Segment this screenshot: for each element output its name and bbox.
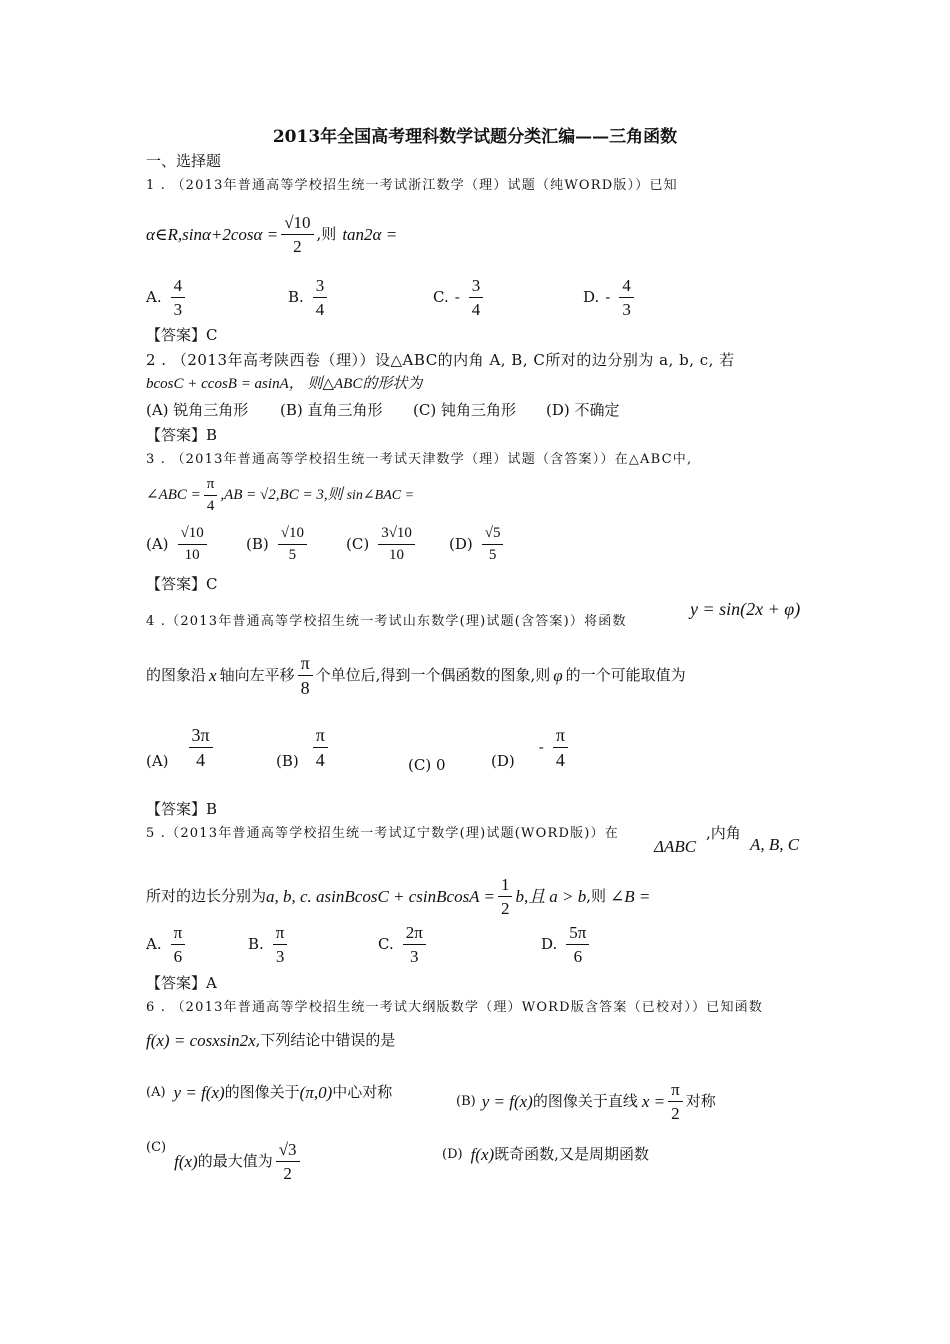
q3-stem <box>146 477 414 515</box>
option-label: A. <box>146 935 162 954</box>
q1-answer: 【答案】C <box>146 326 218 344</box>
q4-stem-part3: 个单位后,得到一个偶函数的图象,则 <box>315 666 551 685</box>
option-label: (D) <box>491 752 515 771</box>
fraction-numerator: π <box>171 924 186 945</box>
fraction-numerator: √3 <box>276 1141 300 1162</box>
q1-option-c <box>433 277 486 319</box>
page-title: 2013年全国高考理科数学试题分类汇编——三角函数 <box>272 127 678 147</box>
q2-option-d: (D) 不确定 <box>546 401 620 419</box>
fraction-denominator: 10 <box>389 546 405 563</box>
q6-stem <box>146 1032 395 1049</box>
q4-option-a <box>146 726 216 770</box>
fraction-denominator: 3 <box>622 299 631 319</box>
q5-triangle: ΔABC <box>654 837 697 856</box>
option-text: 的最大值为 <box>197 1152 273 1171</box>
fraction-denominator: 2 <box>500 898 510 918</box>
q4-stem-part2: 轴向左平移 <box>219 666 295 685</box>
q3-stem-sides: ,AB = √2,BC = 3,则 <box>220 487 343 504</box>
q6-function: f(x) = cosxsin2x <box>146 1031 256 1050</box>
fraction-denominator: 2 <box>293 236 302 256</box>
option-fraction <box>171 277 186 319</box>
option-fraction <box>403 924 426 966</box>
q6-source: 6 . （2013年普通高等学校招生统一考试大纲版数学（理）WORD版含答案（已校对））已知函数 <box>146 1000 764 1015</box>
q5-option-a <box>146 924 188 966</box>
fraction-numerator: 3π <box>189 726 213 748</box>
fraction-denominator: 2 <box>283 1163 292 1183</box>
option-fraction <box>469 277 484 319</box>
q1-option-b <box>288 277 330 319</box>
fraction-denominator: 5 <box>488 546 497 563</box>
fraction-numerator: 3 <box>469 277 484 298</box>
option-fraction <box>273 924 288 966</box>
q6-option-a <box>146 1084 392 1101</box>
q4-stem-phi: φ <box>553 666 563 686</box>
q3-option-b <box>246 526 310 564</box>
q4-stem-part1: 的图象沿 <box>146 666 207 685</box>
fraction-denominator: 10 <box>184 546 200 563</box>
q5-stem-equation: a, b, c. asinBcosC + csinBcosA = <box>266 887 495 907</box>
q3-answer: 【答案】C <box>146 575 218 593</box>
option-label: C. <box>378 935 394 954</box>
q3-option-c <box>346 526 418 564</box>
option-math: y = f(x) <box>481 1092 533 1112</box>
q3-stem-fraction <box>204 477 218 515</box>
option-label: (A) <box>146 1085 166 1100</box>
option-math: f(x) <box>174 1152 198 1172</box>
q1-source: 1 . （2013年普通高等学校招生统一考试浙江数学（理）试题（纯WORD版））已知 <box>146 178 678 193</box>
q1-stem-expr: α∈R,sinα+2cosα = <box>146 225 279 245</box>
q4-stem <box>146 654 686 698</box>
option-fraction <box>189 726 213 770</box>
q6-option-d <box>442 1146 649 1163</box>
q5-half-fraction <box>498 876 513 918</box>
q5-option-d <box>541 924 592 966</box>
fraction-numerator: 1 <box>498 876 513 897</box>
option-fraction <box>482 526 504 564</box>
option-fraction <box>313 277 328 319</box>
q5-stem <box>146 876 650 918</box>
option-math: f(x) <box>470 1145 495 1164</box>
q1-option-d <box>583 277 637 319</box>
option-label: D. <box>541 935 558 954</box>
q4-option-b <box>276 726 331 770</box>
fraction-denominator: 4 <box>196 749 206 770</box>
option-label: (C) <box>146 1140 167 1155</box>
option-label: (A) <box>146 535 169 554</box>
fraction-numerator: 3√10 <box>378 526 415 545</box>
q1-option-a <box>146 277 188 319</box>
fraction-denominator: 3 <box>173 299 183 319</box>
option-text: 既奇函数,又是周期函数 <box>494 1145 649 1163</box>
q4-stem-x: x <box>209 666 217 686</box>
fraction-numerator: 3 <box>313 277 328 298</box>
option-label: B. <box>248 935 264 954</box>
q5-stem-condition: a > b <box>549 887 587 907</box>
fraction-numerator: 4 <box>171 277 186 298</box>
fraction-numerator: √5 <box>482 526 504 545</box>
option-fraction <box>378 526 415 564</box>
fraction-numerator: π <box>298 654 313 676</box>
option-label: (A) <box>146 752 169 771</box>
fraction-numerator: 5π <box>566 924 589 945</box>
q4-stem-part4: 的一个可能取值为 <box>565 666 686 685</box>
fraction-numerator: √10 <box>281 214 313 235</box>
fraction-denominator: 6 <box>173 946 183 966</box>
fraction-numerator: π <box>273 924 288 945</box>
option-tail: 对称 <box>685 1092 716 1111</box>
q3-option-d <box>449 526 506 564</box>
option-label: A. <box>146 288 162 307</box>
fraction-denominator: 3 <box>275 946 285 966</box>
q1-stem-target: tan2α = <box>342 225 398 245</box>
option-math: y = f(x) <box>173 1083 225 1102</box>
fraction-numerator: 2π <box>403 924 426 945</box>
fraction-numerator: √10 <box>278 526 307 545</box>
q5-stem-target: ∠B = <box>610 887 651 907</box>
q5-option-c <box>378 924 429 966</box>
option-tail: 中心对称 <box>332 1083 393 1101</box>
q5-stem-part3: ,则 <box>586 887 606 906</box>
fraction-denominator: 5 <box>288 546 297 563</box>
option-fraction <box>619 277 634 319</box>
q2-line2: bcosC + ccosB = asinA， 则△ABC的形状为 <box>146 376 423 392</box>
option-label: C. <box>433 288 449 307</box>
fraction-denominator: 4 <box>206 497 215 514</box>
fraction-denominator: 4 <box>315 299 325 319</box>
option-label: (D) <box>449 535 473 554</box>
fraction-denominator: 2 <box>671 1103 680 1123</box>
q1-stem <box>146 214 397 256</box>
q3-stem-angle: ∠ABC = <box>146 487 201 504</box>
q3-source: 3 . （2013年普通高等学校招生统一考试天津数学（理）试题（含答案））在△ABC中, <box>146 452 693 467</box>
q5-vertices: A, B, C <box>750 835 800 854</box>
q2-option-c: (C) 钝角三角形 <box>413 401 516 419</box>
q4-option-d <box>491 726 571 770</box>
option-fraction <box>178 526 207 564</box>
q6-option-b <box>456 1081 716 1123</box>
q5-stem-part1: 所对的边长分别为 <box>146 887 267 906</box>
q2-option-a: (A) 锐角三角形 <box>146 401 249 419</box>
q4-shift-fraction <box>298 654 313 698</box>
option-label: (B) <box>246 535 269 554</box>
fraction-numerator: π <box>553 726 568 748</box>
option-point: (π,0) <box>299 1083 333 1102</box>
option-label: (B) <box>456 1094 476 1110</box>
option-sign: - <box>538 738 544 757</box>
q2-option-b: (B) 直角三角形 <box>280 401 383 419</box>
q1-stem-fraction <box>281 214 313 256</box>
q2-answer: 【答案】B <box>146 426 218 444</box>
option-fraction <box>171 924 186 966</box>
option-label: D. <box>583 288 600 307</box>
fraction-denominator: 8 <box>300 677 310 698</box>
q5-option-b <box>248 924 290 966</box>
option-label: (C) <box>346 535 370 554</box>
option-fraction <box>668 1081 683 1123</box>
fraction-denominator: 4 <box>471 299 481 319</box>
q3-stem-target: sin∠BAC = <box>346 487 415 503</box>
fraction-denominator: 6 <box>573 946 583 966</box>
fraction-denominator: 4 <box>555 749 565 770</box>
option-label: (D) <box>442 1147 463 1162</box>
q4-answer: 【答案】B <box>146 800 218 818</box>
option-fraction <box>566 924 589 966</box>
fraction-numerator: √10 <box>178 526 207 545</box>
option-label: (B) <box>276 752 299 771</box>
fraction-denominator: 3 <box>410 946 419 966</box>
fraction-numerator: 4 <box>619 277 634 298</box>
q6-stem-tail: ,下列结论中错误的是 <box>255 1031 396 1049</box>
q5-stem-part2: b,且 <box>515 887 546 907</box>
option-sign: - <box>454 288 460 307</box>
option-text: 的图像关于直线 <box>532 1092 638 1111</box>
option-fraction <box>276 1141 300 1183</box>
option-fraction <box>553 726 568 770</box>
fraction-denominator: 4 <box>315 749 325 770</box>
q4-option-c: (C) 0 <box>408 756 446 774</box>
fraction-numerator: π <box>668 1081 683 1102</box>
q3-option-a <box>146 526 210 564</box>
section-heading: 一、选择题 <box>146 152 222 170</box>
q4-source: 4 .（2013年普通高等学校招生统一考试山东数学(理)试题(含答案)）将函数 <box>146 614 627 629</box>
option-label: B. <box>288 288 304 307</box>
option-fraction <box>313 726 328 770</box>
q5-answer: 【答案】A <box>146 974 217 992</box>
q5-source: 5 .（2013年普通高等学校招生统一考试辽宁数学(理)试题(WORD版)）在 <box>146 826 619 841</box>
option-sign: - <box>605 288 611 307</box>
option-x: x = <box>641 1092 666 1112</box>
fraction-numerator: π <box>313 726 328 748</box>
option-fraction <box>278 526 307 564</box>
option-text: 的图像关于 <box>224 1083 300 1101</box>
q4-function: y = sin(2x + φ) <box>690 599 801 619</box>
fraction-numerator: π <box>204 477 218 496</box>
q5-inner-angle: ,内角 <box>706 824 741 842</box>
q2-line1: 2 . （2013年高考陕西卷（理））设△ABC的内角 A, B, C所对的边分别为 a, b, c, 若 <box>146 351 735 369</box>
q6-option-c <box>146 1141 303 1183</box>
q1-stem-then: ,则 <box>316 225 337 244</box>
